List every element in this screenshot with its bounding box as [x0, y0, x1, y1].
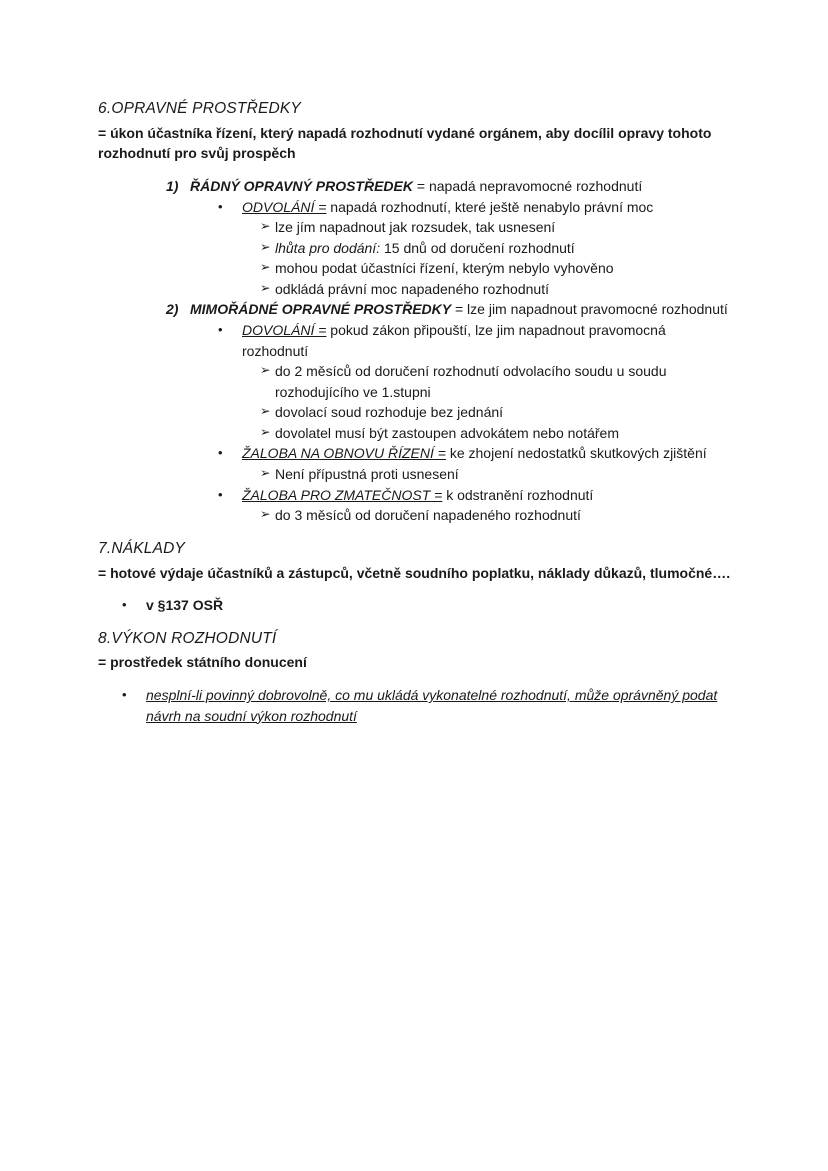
bullet-icon: •	[122, 687, 127, 703]
bullet-item-text: v §137 OSŘ	[146, 597, 224, 614]
arrow-item-text: mohou podat účastníci řízení, kterým nebylo vyhověno	[275, 260, 614, 277]
arrow-icon: ➢	[260, 404, 271, 419]
bullet-item-text: nesplní-li povinný dobrovolně, co mu ukládá vykonatelné rozhodnutí, může oprávněný podat návrh na soudní výkon rozhodnutí	[146, 687, 718, 724]
item-definition: = lze jim napadnout pravomocné rozhodnutí	[451, 301, 728, 318]
arrow-item	[260, 402, 732, 423]
arrow-item	[260, 464, 732, 485]
arrow-icon: ➢	[260, 219, 271, 234]
section-8-vykon-rozhodnuti	[98, 628, 732, 727]
bullet-item-text	[242, 485, 732, 506]
arrow-item	[260, 258, 732, 279]
bullet-item-vykon	[122, 685, 732, 726]
arrow-icon: ➢	[260, 466, 271, 481]
bullet-icon: •	[218, 321, 223, 337]
term-lead: ŽALOBA NA OBNOVU ŘÍZENÍ =	[242, 445, 446, 462]
section-7-heading: 7.NÁKLADY	[98, 539, 186, 557]
section-6-heading: 6.OPRAVNÉ PROSTŘEDKY	[98, 100, 301, 117]
numbered-item-radny	[166, 176, 732, 197]
arrow-icon: ➢	[260, 280, 271, 295]
bullet-item-dovolani	[218, 320, 732, 361]
term-lead: ODVOLÁNÍ =	[242, 198, 327, 215]
bullet-icon: •	[122, 597, 127, 613]
term-lead: lhůta pro dodání:	[275, 239, 381, 256]
arrow-item	[260, 279, 732, 300]
bullet-item-text	[242, 443, 732, 464]
term-definition: pokud zákon připouští, lze jim napadnout pravomocná rozhodnutí	[242, 321, 666, 359]
section-6-intro: = úkon účastníka řízení, který napadá rozhodnutí vydané orgánem, aby docílil opravy tohoto rozhodnutí pro svůj prospěch	[98, 124, 712, 162]
section-8-heading: 8.VÝKON ROZHODNUTÍ	[98, 629, 277, 647]
numbered-item-text	[190, 299, 732, 320]
section-7-intro: = hotové výdaje účastníků a zástupců, včetně soudního poplatku, náklady důkazů, tlumočné….	[98, 564, 731, 581]
section-7-naklady	[98, 538, 732, 616]
arrow-item-text: lze jím napadnout jak rozsudek, tak usnesení	[275, 219, 556, 236]
term-lead: ŽALOBA PRO ZMATEČNOST =	[242, 486, 443, 503]
arrow-icon: ➢	[260, 507, 271, 522]
outline-list	[98, 176, 732, 526]
term-definition: napadá rozhodnutí, které ještě nenabylo právní moc	[326, 198, 654, 215]
arrow-item-text: dovolatel musí být zastoupen advokátem nebo notářem	[275, 424, 619, 441]
bullet-icon: •	[218, 198, 223, 214]
arrow-item-text: Není přípustná proti usnesení	[275, 466, 459, 483]
arrow-item-text: do 2 měsíců od doručení rozhodnutí odvolacího soudu u soudu rozhodujícího ve 1.stupni	[275, 363, 667, 400]
arrow-item	[260, 361, 732, 402]
bullet-item-osr	[122, 595, 732, 616]
list-number: 2)	[166, 301, 179, 318]
arrow-item-text: odkládá právní moc napadeného rozhodnutí	[275, 280, 549, 297]
term-rest: 15 dnů od doručení rozhodnutí	[380, 239, 575, 256]
item-definition: = napadá nepravomocné rozhodnutí	[413, 177, 643, 194]
arrow-item	[260, 423, 732, 444]
numbered-item-text	[190, 176, 732, 197]
item-title: MIMOŘÁDNÉ OPRAVNÉ PROSTŘEDKY	[190, 301, 452, 318]
bullet-item-text	[242, 197, 732, 218]
arrow-item-text: do 3 měsíců od doručení napadeného rozhodnutí	[275, 507, 581, 524]
bullet-icon: •	[218, 486, 223, 502]
arrow-item	[260, 238, 732, 259]
item-title: ŘÁDNÝ OPRAVNÝ PROSTŘEDEK	[190, 177, 413, 194]
arrow-icon: ➢	[260, 260, 271, 275]
bullet-item-zmatecnost	[218, 485, 732, 506]
section-8-intro: = prostředek státního donucení	[98, 654, 307, 671]
term-lead: DOVOLÁNÍ =	[242, 321, 327, 338]
bullet-item-odvolani	[218, 197, 732, 218]
numbered-item-mimoradny	[166, 299, 732, 320]
arrow-icon: ➢	[260, 424, 271, 439]
bullet-item-text	[242, 320, 732, 361]
term-definition: ke zhojení nedostatků skutkových zjištění	[445, 445, 707, 462]
term-definition: k odstranění rozhodnutí	[442, 486, 594, 503]
arrow-icon: ➢	[260, 239, 271, 254]
arrow-item	[260, 505, 732, 526]
arrow-icon: ➢	[260, 363, 271, 378]
section-6-opravne-prostredky	[98, 98, 732, 526]
arrow-item-text	[275, 238, 732, 259]
bullet-icon: •	[218, 445, 223, 461]
list-number: 1)	[166, 177, 179, 194]
bullet-item-obnova	[218, 443, 732, 464]
arrow-item	[260, 217, 732, 238]
arrow-item-text: dovolací soud rozhoduje bez jednání	[275, 404, 504, 421]
